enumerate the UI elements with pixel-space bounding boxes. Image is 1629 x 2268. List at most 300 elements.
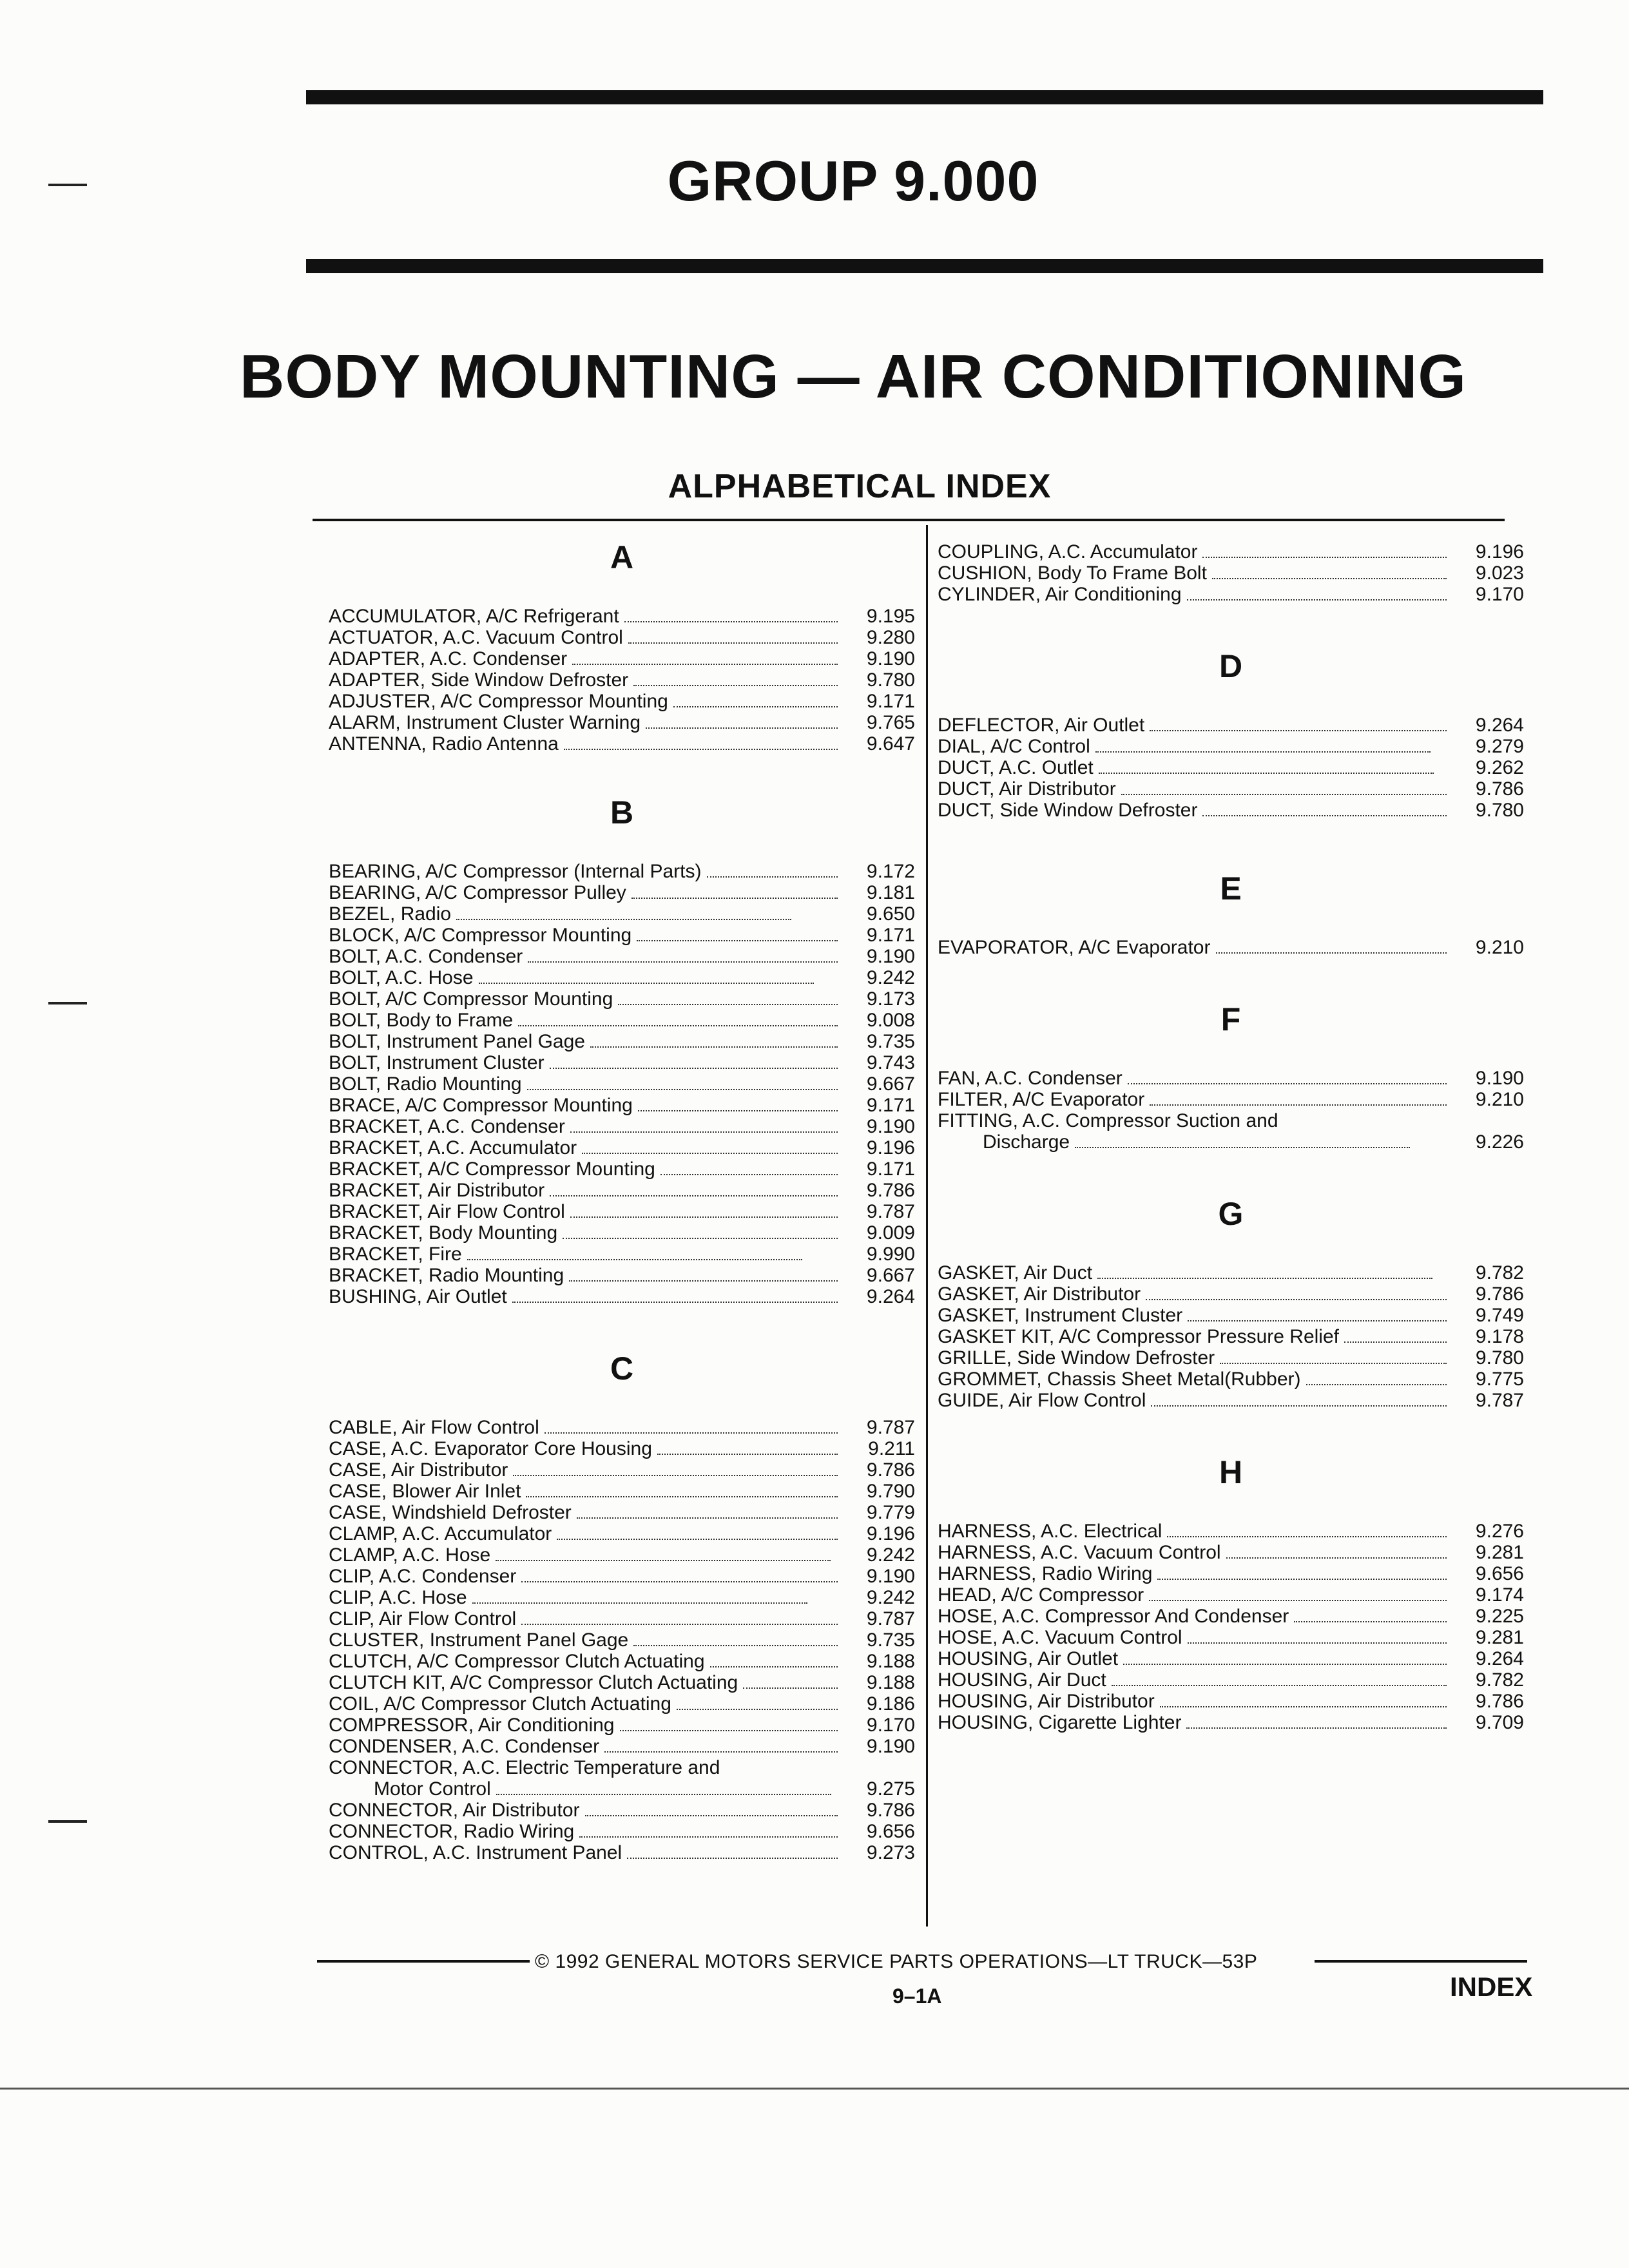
entry-name: HEAD, A/C Compressor	[938, 1584, 1144, 1606]
entry-page: 9.242	[866, 1587, 915, 1608]
index-entry	[938, 1262, 1524, 1283]
entry-page: 9.990	[866, 1244, 915, 1265]
entry-page: 9.709	[1475, 1712, 1524, 1733]
entry-page: 9.281	[1475, 1542, 1524, 1563]
index-section	[329, 790, 915, 1307]
entry-name: DIAL, A/C Control	[938, 736, 1090, 757]
index-entry	[329, 903, 915, 925]
entry-page: 9.211	[868, 1438, 915, 1459]
entry-page: 9.786	[1475, 778, 1524, 800]
entry-name: ANTENNA, Radio Antenna	[329, 733, 559, 754]
index-entry	[329, 712, 915, 733]
index-entry	[329, 1693, 915, 1715]
index-entry	[938, 1347, 1524, 1369]
dot-leader	[557, 1238, 844, 1244]
dot-leader	[545, 1068, 844, 1073]
dot-leader	[539, 1432, 844, 1438]
dot-leader	[1197, 815, 1453, 821]
entry-name: CASE, Air Distributor	[329, 1459, 508, 1481]
entry-page: 9.008	[866, 1010, 915, 1031]
index-entry	[329, 1095, 915, 1116]
entry-name: FILTER, A/C Evaporator	[938, 1089, 1145, 1110]
section-letter: F	[1220, 1001, 1241, 1037]
dot-leader	[552, 1539, 844, 1544]
index-entry	[329, 1629, 915, 1651]
entry-page: 9.279	[1475, 736, 1524, 757]
entry-name: CLUTCH, A/C Compressor Clutch Actuating	[329, 1651, 705, 1672]
index-entry	[329, 946, 915, 967]
section-letter: G	[1218, 1196, 1244, 1232]
group-title: GROUP 9.000	[667, 149, 1039, 213]
entry-page: 9.779	[866, 1502, 915, 1523]
entry-page: 9.173	[866, 988, 915, 1010]
entry-name: CLIP, A.C. Condenser	[329, 1566, 517, 1587]
entry-page: 9.790	[866, 1481, 915, 1502]
dot-leader	[641, 727, 844, 733]
entry-name: ADJUSTER, A/C Compressor Mounting	[329, 691, 668, 712]
entry-name: HARNESS, A.C. Vacuum Control	[938, 1542, 1221, 1563]
entry-page: 9.262	[1475, 757, 1524, 778]
dot-leader	[1301, 1384, 1454, 1390]
index-entry	[938, 1648, 1524, 1669]
dot-leader	[516, 1581, 844, 1587]
index-entry	[938, 1669, 1524, 1691]
margin-mark	[48, 1820, 87, 1823]
index-entry	[938, 1369, 1524, 1390]
index-entry	[329, 1265, 915, 1286]
entry-page: 9.196	[866, 1523, 915, 1544]
dot-leader	[490, 1560, 844, 1566]
index-entry	[938, 1390, 1524, 1411]
dot-leader	[565, 1131, 844, 1137]
index-entry	[938, 1305, 1524, 1326]
entry-page: 9.780	[866, 669, 915, 691]
entry-name: ADAPTER, Side Window Defroster	[329, 669, 629, 691]
entry-name: CONDENSER, A.C. Condenser	[329, 1736, 600, 1757]
dot-leader	[565, 1216, 844, 1222]
entry-name: COMPRESSOR, Air Conditioning	[329, 1715, 615, 1736]
dot-leader	[1182, 1642, 1453, 1648]
entry-name: BOLT, A/C Compressor Mounting	[329, 988, 613, 1010]
dot-leader	[585, 1046, 844, 1052]
index-entry	[938, 1326, 1524, 1347]
entry-name: CASE, Blower Air Inlet	[329, 1481, 521, 1502]
entry-page: 9.735	[866, 1629, 915, 1651]
entry-page: 9.181	[866, 882, 915, 903]
dot-leader	[559, 749, 844, 754]
index-entry	[329, 1180, 915, 1201]
dot-leader	[580, 1815, 844, 1821]
entry-name: HOUSING, Cigarette Lighter	[938, 1712, 1182, 1733]
section-letter: E	[1220, 870, 1242, 907]
entry-name: GRILLE, Side Window Defroster	[938, 1347, 1215, 1369]
entry-page: 9.170	[866, 1715, 915, 1736]
dot-leader	[516, 1624, 844, 1629]
dot-leader	[467, 1602, 844, 1608]
entry-name: BRACE, A/C Compressor Mounting	[329, 1095, 633, 1116]
margin-mark	[48, 184, 87, 186]
dot-leader	[1155, 1706, 1453, 1712]
dot-leader	[567, 664, 844, 669]
entry-name: COUPLING, A.C. Accumulator	[938, 541, 1198, 562]
index-entry	[329, 648, 915, 669]
index-entry	[938, 1542, 1524, 1563]
entry-name: BOLT, Instrument Cluster	[329, 1052, 545, 1073]
dot-leader	[668, 706, 844, 712]
index-entry	[329, 1608, 915, 1629]
index-entry	[329, 861, 915, 882]
index-section	[938, 1450, 1524, 1733]
index-entry	[938, 1606, 1524, 1627]
index-rule	[313, 519, 1505, 521]
index-entry	[329, 1116, 915, 1137]
entry-page: 9.242	[866, 967, 915, 988]
entry-page: 9.667	[866, 1265, 915, 1286]
dot-leader	[628, 1645, 844, 1651]
entry-page: 9.171	[866, 925, 915, 946]
entry-name: CASE, A.C. Evaporator Core Housing	[329, 1438, 652, 1459]
entry-name-continued: Motor Control	[374, 1778, 491, 1800]
entry-page: 9.264	[1475, 1648, 1524, 1669]
dot-leader	[599, 1751, 844, 1757]
entry-name: BRACKET, Air Flow Control	[329, 1201, 565, 1222]
index-entry	[329, 733, 915, 754]
dot-leader	[738, 1687, 844, 1693]
index-entry	[938, 1068, 1524, 1089]
index-entry	[329, 1010, 915, 1031]
dot-leader	[521, 1496, 844, 1502]
dot-leader	[1144, 1600, 1453, 1606]
index-entry	[329, 1842, 915, 1863]
entry-name: CONNECTOR, Air Distributor	[329, 1800, 580, 1821]
entry-page: 9.171	[866, 691, 915, 712]
entry-name-continued: Discharge	[983, 1131, 1070, 1153]
entry-page: 9.743	[866, 1052, 915, 1073]
entry-name: HARNESS, A.C. Electrical	[938, 1521, 1162, 1542]
entry-page: 9.170	[1475, 584, 1524, 605]
entry-name: BOLT, Radio Mounting	[329, 1073, 522, 1095]
entry-name: ADAPTER, A.C. Condenser	[329, 648, 568, 669]
entry-name: DUCT, A.C. Outlet	[938, 757, 1094, 778]
index-entry	[938, 1712, 1524, 1733]
section-letter: C	[610, 1350, 634, 1387]
index-entry	[938, 937, 1524, 958]
entry-page: 9.190	[1475, 1068, 1524, 1089]
index-entry	[329, 1201, 915, 1222]
entry-page: 9.787	[866, 1608, 915, 1629]
index-entry	[329, 925, 915, 946]
bottom-rule	[0, 2088, 1629, 2090]
entry-page: 9.647	[866, 733, 915, 754]
dot-leader	[508, 1475, 844, 1481]
entry-page: 9.190	[866, 1116, 915, 1137]
index-entry	[938, 1521, 1524, 1542]
dot-leader	[633, 1110, 844, 1116]
entry-name: BRACKET, Fire	[329, 1244, 462, 1265]
index-entry	[938, 800, 1524, 821]
entry-page: 9.780	[1475, 800, 1524, 821]
dot-leader	[1144, 730, 1453, 736]
index-entry	[329, 1137, 915, 1158]
index-entry	[329, 1566, 915, 1587]
index-title: ALPHABETICAL INDEX	[668, 468, 1052, 505]
entry-page: 9.787	[1475, 1390, 1524, 1411]
entry-name: CYLINDER, Air Conditioning	[938, 584, 1182, 605]
dot-leader	[574, 1836, 844, 1842]
entry-page: 9.780	[1475, 1347, 1524, 1369]
entry-name: GUIDE, Air Flow Control	[938, 1390, 1146, 1411]
entry-name: ALARM, Instrument Cluster Warning	[329, 712, 641, 733]
entry-page: 9.787	[866, 1201, 915, 1222]
entry-name: BRACKET, A.C. Condenser	[329, 1116, 565, 1137]
dot-leader	[613, 1004, 844, 1010]
entry-name: CABLE, Air Flow Control	[329, 1417, 539, 1438]
entry-name: BUSHING, Air Outlet	[329, 1286, 507, 1307]
dot-leader	[451, 919, 844, 925]
dot-leader	[1094, 773, 1453, 778]
entry-page: 9.281	[1475, 1627, 1524, 1648]
index-entry	[329, 1052, 915, 1073]
entry-page: 9.190	[866, 648, 915, 669]
dot-leader	[1182, 1320, 1453, 1326]
entry-page: 9.226	[1475, 1131, 1524, 1153]
dot-leader	[619, 621, 844, 627]
dot-leader	[1141, 1299, 1453, 1305]
entry-page: 9.195	[866, 606, 915, 627]
index-entry	[329, 967, 915, 988]
entry-page: 9.782	[1475, 1262, 1524, 1283]
entry-name: FITTING, A.C. Compressor Suction and	[938, 1110, 1278, 1131]
index-entry	[329, 1800, 915, 1821]
dot-leader	[1070, 1147, 1453, 1153]
dot-leader	[652, 1454, 844, 1459]
dot-leader	[655, 1174, 844, 1180]
entry-name: HOUSING, Air Duct	[938, 1669, 1106, 1691]
dot-leader	[702, 876, 845, 882]
entry-page: 9.171	[866, 1095, 915, 1116]
entry-page: 9.656	[866, 1821, 915, 1842]
dot-leader	[671, 1709, 844, 1715]
dot-leader	[1123, 1083, 1453, 1089]
section-letter: A	[610, 539, 634, 575]
entry-name: GASKET, Air Duct	[938, 1262, 1093, 1283]
entry-name: DEFLECTOR, Air Outlet	[938, 715, 1145, 736]
dot-leader	[513, 1025, 844, 1031]
entry-page: 9.765	[866, 712, 915, 733]
dot-leader	[622, 1858, 844, 1863]
entry-page: 9.186	[866, 1693, 915, 1715]
dot-leader	[572, 1517, 844, 1523]
index-entry	[329, 1438, 915, 1459]
dot-leader	[626, 898, 844, 903]
footer-rule-right	[1315, 1960, 1527, 1963]
entry-name: FAN, A.C. Condenser	[938, 1068, 1123, 1089]
index-entry	[938, 1110, 1524, 1131]
entry-page: 9.196	[866, 1137, 915, 1158]
index-entry	[329, 606, 915, 627]
entry-page: 9.190	[866, 1736, 915, 1757]
dot-leader	[628, 685, 844, 691]
entry-name: CLUTCH KIT, A/C Compressor Clutch Actuating	[329, 1672, 738, 1693]
entry-page: 9.225	[1475, 1606, 1524, 1627]
page-number: 9–1A	[892, 1984, 942, 2008]
index-entry	[329, 1244, 915, 1265]
index-entry	[938, 715, 1524, 736]
dot-leader	[545, 1195, 844, 1201]
dot-leader	[1207, 578, 1453, 584]
entry-name: BRACKET, Body Mounting	[329, 1222, 558, 1244]
index-entry	[329, 1736, 915, 1757]
entry-name: CLIP, Air Flow Control	[329, 1608, 517, 1629]
index-section	[329, 1346, 915, 1863]
entry-name: HOUSING, Air Distributor	[938, 1691, 1155, 1712]
index-entry	[329, 1651, 915, 1672]
dot-leader	[564, 1280, 844, 1286]
index-section	[938, 644, 1524, 821]
entry-name: BEARING, A/C Compressor Pulley	[329, 882, 626, 903]
dot-leader	[522, 1089, 844, 1095]
index-entry	[938, 1089, 1524, 1110]
section-letter: D	[1219, 648, 1243, 684]
entry-name: HOSE, A.C. Compressor And Condenser	[938, 1606, 1289, 1627]
entry-name: BLOCK, A/C Compressor Mounting	[329, 925, 632, 946]
dot-leader	[1215, 1363, 1453, 1369]
entry-name: DUCT, Air Distributor	[938, 778, 1116, 800]
entry-page: 9.023	[1475, 562, 1524, 584]
entry-page: 9.275	[866, 1778, 915, 1800]
entry-page: 9.273	[866, 1842, 915, 1863]
entry-name: BRACKET, Air Distributor	[329, 1180, 545, 1201]
dot-leader	[1106, 1685, 1453, 1691]
entry-page: 9.188	[866, 1651, 915, 1672]
dot-leader	[1146, 1405, 1453, 1411]
dot-leader	[523, 961, 844, 967]
entry-page: 9.656	[1475, 1563, 1524, 1584]
entry-page: 9.188	[866, 1672, 915, 1693]
entry-name: BOLT, A.C. Condenser	[329, 946, 523, 967]
index-entry	[329, 1031, 915, 1052]
entry-name: DUCT, Side Window Defroster	[938, 800, 1198, 821]
entry-page: 9.650	[866, 903, 915, 925]
entry-name: CLAMP, A.C. Hose	[329, 1544, 491, 1566]
entry-page: 9.276	[1475, 1521, 1524, 1542]
entry-page: 9.749	[1475, 1305, 1524, 1326]
dot-leader	[507, 1302, 844, 1307]
entry-name: BOLT, A.C. Hose	[329, 967, 474, 988]
entry-name: HOUSING, Air Outlet	[938, 1648, 1119, 1669]
column-divider	[926, 525, 928, 1927]
index-section	[938, 1191, 1524, 1411]
index-entry	[329, 1715, 915, 1736]
entry-page: 9.009	[866, 1222, 915, 1244]
entry-page: 9.264	[866, 1286, 915, 1307]
dot-leader	[1118, 1664, 1453, 1669]
entry-name: CUSHION, Body To Frame Bolt	[938, 562, 1207, 584]
index-entry	[329, 1523, 915, 1544]
index-entry	[329, 1459, 915, 1481]
entry-page: 9.210	[1475, 937, 1524, 958]
dot-leader	[1144, 1104, 1453, 1110]
index-entry	[938, 778, 1524, 800]
index-entry	[938, 541, 1524, 562]
index-section	[938, 541, 1524, 605]
index-entry	[329, 1222, 915, 1244]
index-entry	[329, 627, 915, 648]
index-entry	[329, 882, 915, 903]
entry-name: BRACKET, A/C Compressor Mounting	[329, 1158, 655, 1180]
entry-page: 9.786	[1475, 1691, 1524, 1712]
index-entry	[938, 1691, 1524, 1712]
entry-page: 9.242	[866, 1544, 915, 1566]
entry-page: 9.787	[866, 1417, 915, 1438]
entry-page: 9.190	[866, 1566, 915, 1587]
index-entry	[938, 736, 1524, 757]
entry-page: 9.786	[866, 1459, 915, 1481]
entry-page: 9.735	[866, 1031, 915, 1052]
index-entry	[329, 1073, 915, 1095]
index-entry	[329, 691, 915, 712]
index-entry	[329, 1286, 915, 1307]
dot-leader	[623, 642, 844, 648]
dot-leader	[1162, 1536, 1453, 1542]
entry-name: ACTUATOR, A.C. Vacuum Control	[329, 627, 623, 648]
top-rule	[306, 90, 1543, 104]
dot-leader	[705, 1666, 844, 1672]
dot-leader	[1181, 1727, 1453, 1733]
entry-name: CLAMP, A.C. Accumulator	[329, 1523, 552, 1544]
entry-page: 9.782	[1475, 1669, 1524, 1691]
dot-leader	[491, 1794, 844, 1800]
entry-name: CONTROL, A.C. Instrument Panel	[329, 1842, 622, 1863]
index-entry	[329, 1544, 915, 1566]
index-entry	[329, 1672, 915, 1693]
index-entry	[938, 562, 1524, 584]
index-entry	[938, 584, 1524, 605]
entry-name: GASKET, Air Distributor	[938, 1283, 1141, 1305]
index-entry	[938, 1627, 1524, 1648]
dot-leader	[1197, 557, 1453, 562]
entry-page: 9.786	[1475, 1283, 1524, 1305]
copyright-text: © 1992 GENERAL MOTORS SERVICE PARTS OPERATIONS—LT TRUCK—53P	[535, 1951, 1258, 1972]
dot-leader	[615, 1730, 845, 1736]
index-column-right	[938, 541, 1524, 1733]
index-section	[329, 535, 915, 754]
margin-mark	[48, 1002, 87, 1004]
index-entry	[938, 1563, 1524, 1584]
group-rule	[306, 259, 1543, 273]
dot-leader	[474, 983, 844, 988]
entry-name: COIL, A/C Compressor Clutch Actuating	[329, 1693, 671, 1715]
dot-leader	[1152, 1579, 1453, 1584]
index-label: INDEX	[1450, 1972, 1533, 2002]
dot-leader	[1090, 751, 1453, 757]
entry-name: EVAPORATOR, A/C Evaporator	[938, 937, 1211, 958]
index-entry	[329, 1417, 915, 1438]
index-entry	[329, 988, 915, 1010]
entry-page: 9.264	[1475, 715, 1524, 736]
index-entry	[938, 757, 1524, 778]
dot-leader	[1116, 794, 1453, 800]
entry-name: CLIP, A.C. Hose	[329, 1587, 467, 1608]
entry-name: CASE, Windshield Defroster	[329, 1502, 572, 1523]
index-entry	[329, 1757, 915, 1778]
entry-page: 9.775	[1475, 1369, 1524, 1390]
dot-leader	[1289, 1621, 1453, 1627]
entry-page: 9.171	[866, 1158, 915, 1180]
entry-name: BEARING, A/C Compressor (Internal Parts)	[329, 861, 702, 882]
entry-name: GASKET, Instrument Cluster	[938, 1305, 1183, 1326]
entry-name: BRACKET, Radio Mounting	[329, 1265, 564, 1286]
